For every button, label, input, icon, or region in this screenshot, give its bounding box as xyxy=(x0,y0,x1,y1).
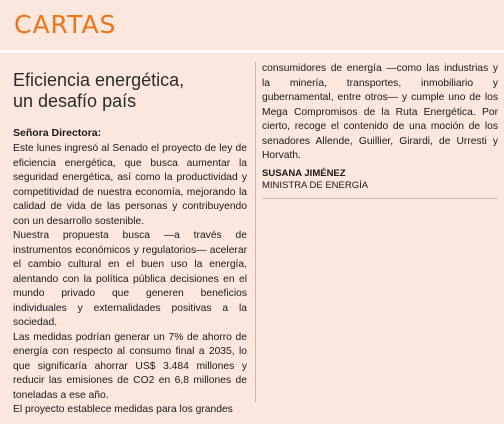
headline-line-1: Eficiencia energética, xyxy=(13,70,185,90)
section-title: CARTAS xyxy=(14,10,117,39)
letter-salutation: Señora Directora: xyxy=(13,127,102,139)
signature-role: MINISTRA DE ENERGÍA xyxy=(262,179,369,191)
letter-paragraph-4: El proyecto establece medidas para los grandes xyxy=(13,404,233,415)
letter-paragraph-1: Este lunes ingresó al Senado el proyecto de ley de eficiencia energética, que busca aumentar la seguridad energética, así como la productividad y competitividad de nuestra economía, mejorando la calidad de vida de las personas y contribuyendo con un desarrollo sostenible. xyxy=(13,143,247,227)
headline-line-2: un desafío país xyxy=(13,91,137,111)
letter-headline xyxy=(13,70,247,112)
signature-divider xyxy=(262,198,498,199)
column-divider xyxy=(255,62,256,402)
signature-name: SUSANA JIMÉNEZ xyxy=(262,167,346,179)
header-divider xyxy=(0,50,504,53)
letter-paragraph-2: Nuestra propuesta busca —a través de instrumentos económicos y regulatorios— acelerar el cambio cultural en el buen uso la energía, alentando con la política pública decisiones en el mundo privado que generen beneficios individuales y externalidades positivas a la sociedad. xyxy=(13,230,247,328)
letter-paragraph-continued: consumidores de energía —como las industrias y la minería, transportes, inmobiliario y gubernamental, entre otros— y cumple uno de los Mega Compromisos de la Ruta Energética. Por cierto, recoge el contenido de una moción de los senadores Allende, Guillier, Girardi, de Urresti y Horvath. xyxy=(262,63,498,161)
letter-right-column xyxy=(262,62,498,199)
letter-paragraph-3: Las medidas podrían generar un 7% de ahorro de energía con respecto al consumo final a 2035, lo que significaría ahorrar US$ 3.484 millones y reducir las emisiones de CO2 en 6,8 millones de toneladas a ese año. xyxy=(13,331,247,401)
letter-left-column xyxy=(13,62,247,418)
